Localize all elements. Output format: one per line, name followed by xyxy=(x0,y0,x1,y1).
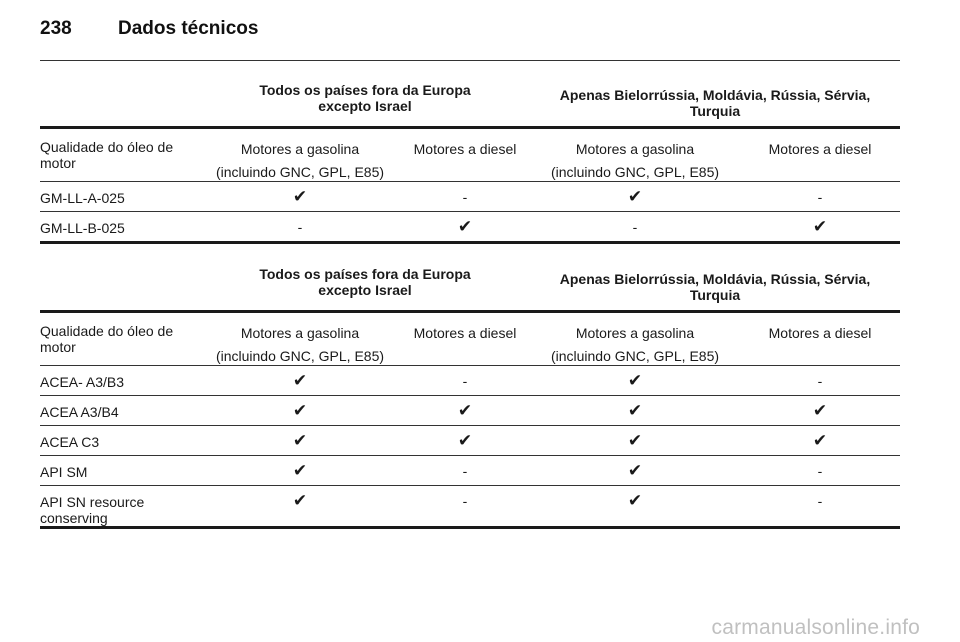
dash-mark: - xyxy=(632,219,638,235)
dash-mark: - xyxy=(462,373,468,389)
dash-mark: - xyxy=(817,373,823,389)
checkmark-icon: ✔ xyxy=(627,461,643,480)
column-header-petrol: Motores a gasolina (incluindo GNC, GPL, E85) xyxy=(215,141,385,180)
table-row xyxy=(40,182,900,212)
row-label: GM-LL-B-025 xyxy=(40,220,125,236)
column-header-diesel: Motores a diesel xyxy=(413,141,517,157)
checkmark-icon: ✔ xyxy=(457,431,473,450)
checkmark-icon: ✔ xyxy=(292,371,308,390)
oil-quality-table-2 xyxy=(40,256,900,529)
group-header-row xyxy=(40,72,900,129)
group-selected-countries: Apenas Bielorrússia, Moldávia, Rússia, Sérvia, Turquia xyxy=(559,87,871,119)
column-header-row xyxy=(40,129,900,182)
row-label: ACEA A3/B4 xyxy=(40,404,119,420)
checkmark-icon: ✔ xyxy=(457,401,473,420)
page-number: 238 xyxy=(40,18,72,39)
dash-mark: - xyxy=(462,493,468,509)
table-row xyxy=(40,426,900,456)
row-label: API SN resource conserving xyxy=(40,494,145,526)
column-header-diesel: Motores a diesel xyxy=(413,325,517,341)
checkmark-icon: ✔ xyxy=(812,217,828,236)
table-row xyxy=(40,486,900,529)
table-row xyxy=(40,366,900,396)
column-header-label: Qualidade do óleo de motor xyxy=(40,323,174,355)
row-label: ACEA C3 xyxy=(40,434,100,450)
column-header-petrol: Motores a gasolina (incluindo GNC, GPL, E85) xyxy=(550,141,720,180)
row-label: API SM xyxy=(40,464,88,480)
group-outside-europe: Todos os países fora da Europa excepto Israel xyxy=(259,266,471,298)
checkmark-icon: ✔ xyxy=(292,187,308,206)
checkmark-icon: ✔ xyxy=(627,491,643,510)
dash-mark: - xyxy=(462,189,468,205)
group-selected-countries: Apenas Bielorrússia, Moldávia, Rússia, Sérvia, Turquia xyxy=(559,271,871,303)
page-header xyxy=(40,18,258,40)
checkmark-icon: ✔ xyxy=(627,187,643,206)
row-label: ACEA- A3/B3 xyxy=(40,374,125,390)
table-row xyxy=(40,396,900,426)
dash-mark: - xyxy=(297,219,303,235)
checkmark-icon: ✔ xyxy=(292,431,308,450)
column-header-diesel: Motores a diesel xyxy=(768,141,872,157)
group-header-row xyxy=(40,256,900,313)
table-row xyxy=(40,212,900,244)
dash-mark: - xyxy=(462,463,468,479)
checkmark-icon: ✔ xyxy=(627,401,643,420)
checkmark-icon: ✔ xyxy=(812,431,828,450)
checkmark-icon: ✔ xyxy=(627,371,643,390)
dash-mark: - xyxy=(817,463,823,479)
checkmark-icon: ✔ xyxy=(627,431,643,450)
table-body xyxy=(40,366,900,529)
table-body xyxy=(40,182,900,244)
watermark: carmanualsonline.info xyxy=(711,616,920,639)
checkmark-icon: ✔ xyxy=(812,401,828,420)
checkmark-icon: ✔ xyxy=(292,461,308,480)
table-row xyxy=(40,456,900,486)
checkmark-icon: ✔ xyxy=(457,217,473,236)
dash-mark: - xyxy=(817,493,823,509)
checkmark-icon: ✔ xyxy=(292,401,308,420)
header-rule xyxy=(40,60,900,61)
column-header-label: Qualidade do óleo de motor xyxy=(40,139,174,171)
page-title: Dados técnicos xyxy=(118,18,259,39)
column-header-diesel: Motores a diesel xyxy=(768,325,872,341)
checkmark-icon: ✔ xyxy=(292,491,308,510)
dash-mark: - xyxy=(817,189,823,205)
column-header-petrol: Motores a gasolina (incluindo GNC, GPL, E85) xyxy=(550,325,720,364)
column-header-row xyxy=(40,313,900,366)
group-outside-europe: Todos os países fora da Europa excepto Israel xyxy=(259,82,471,114)
column-header-petrol: Motores a gasolina (incluindo GNC, GPL, E85) xyxy=(215,325,385,364)
row-label: GM-LL-A-025 xyxy=(40,190,125,206)
oil-quality-table-1 xyxy=(40,72,900,244)
